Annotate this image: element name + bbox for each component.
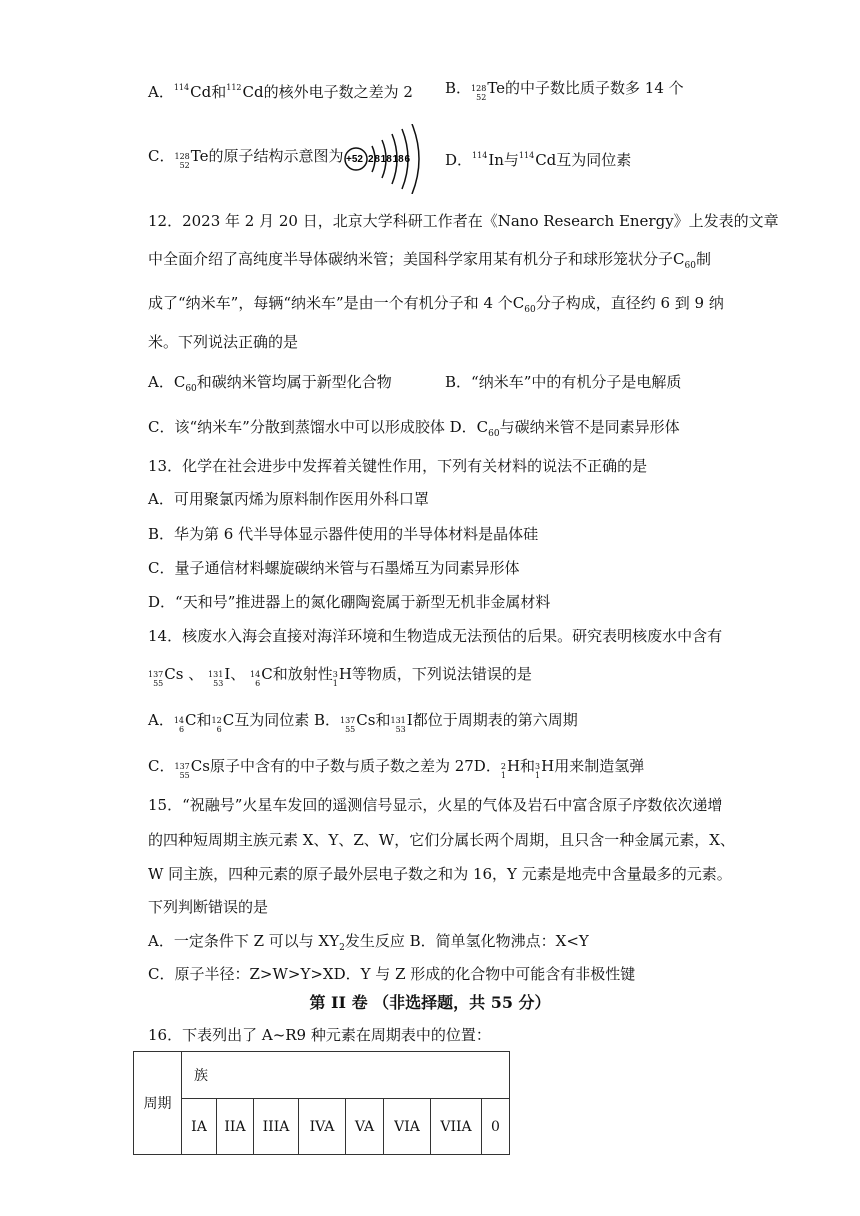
q14-stem-line-2: 137 55 Cs 、 131 53 I、 14 6 C和放射性 3 1 H等物质，下列说法错误的是 <box>148 665 532 688</box>
nucleus-charge: +52 <box>346 154 363 165</box>
group-cell: IVA <box>299 1099 346 1155</box>
q14-stem-line-1: 14．核废水入海会直接对海洋环境和生物造成无法预估的后果。研究表明核废水中含有 <box>148 627 723 645</box>
q11-option-c: C． 128 52 Te的原子结构示意图为 <box>148 147 344 170</box>
q13-option-c: C．量子通信材料螺旋碳纳米管与石墨烯互为同素异形体 <box>148 559 520 577</box>
q14-option-c-d: C． 137 55 Cs原子中含有的中子数与质子数之差为 27D． 2 1 H和 3 1 H用来制造氢弹 <box>148 757 645 780</box>
group-cell: VA <box>346 1099 384 1155</box>
q15-stem-line-1: 15．“祝融号”火星车发回的遥测信号显示，火星的气体及岩石中富含原子序数依次递增 <box>148 796 723 814</box>
group-cell: 0 <box>482 1099 510 1155</box>
section-title: 第 II 卷 （非选择题，共 55 分） <box>309 993 551 1012</box>
q12-option-a: A．$C_{60}$和碳纳米管均属于新型化合物 <box>148 373 392 394</box>
group-cell: IIA <box>217 1099 254 1155</box>
group-cell: VIIA <box>431 1099 482 1155</box>
q11-option-d: D．$^{114}$In与$^{114}$Cd互为同位素 <box>445 151 632 169</box>
q12-stem-line-2: 中全面介绍了高纯度半导体碳纳米管；美国科学家用某有机分子和球形笼状分子$C_{60}$制 <box>148 250 711 271</box>
electron-shells: 2 8 18 18 6 <box>368 154 411 165</box>
q15-option-a-b: A．一定条件下 Z 可以与 $XY_2$发生反应 B．简单氢化物沸点：X<Y <box>148 932 589 953</box>
q15-stem-line-4: 下列判断错误的是 <box>148 898 269 916</box>
q13-option-a: A．可用聚氯丙烯为原料制作医用外科口罩 <box>148 490 429 508</box>
q12-stem-line-1: 12．2023 年 2 月 20 日，北京大学科研工作者在《Nano Research Energy》上发表的文章 <box>148 212 779 230</box>
q13-option-d: D．“天和号”推进器上的氮化硼陶瓷属于新型无机非金属材料 <box>148 593 551 611</box>
group-header: 族 <box>182 1052 510 1099</box>
q16-stem: 16．下表列出了 A~R9 种元素在周期表中的位置： <box>148 1026 491 1044</box>
q13-stem: 13．化学在社会进步中发挥着关键性作用，下列有关材料的说法不正确的是 <box>148 457 648 475</box>
q15-option-c-d: C．原子半径：Z>W>Y>XD．Y 与 Z 形成的化合物中可能含有非极性键 <box>148 965 636 983</box>
q11-option-b: B． 128 52 Te的中子数比质子数多 14 个 <box>445 79 684 102</box>
q12-stem-line-3: 成了“纳米车”，每辆“纳米车”是由一个有机分子和 4 个$C_{60}$分子构成，直径约 6 到 9 纳 <box>148 294 724 315</box>
q12-option-b: B．“纳米车”中的有机分子是电解质 <box>445 373 682 391</box>
periodic-table-fragment <box>133 1051 510 1155</box>
q14-option-a-b: A． 14 6 C和 12 6 C互为同位素 B． 137 55 Cs和 131 53 I都位于周期表的第六周期 <box>148 711 578 734</box>
period-header: 周期 <box>134 1052 182 1155</box>
group-cell: VIA <box>384 1099 431 1155</box>
q15-stem-line-3: W 同主族，四种元素的原子最外层电子数之和为 16，Y 元素是地壳中含量最多的元素。 <box>148 865 732 883</box>
q12-stem-line-4: 米。下列说法正确的是 <box>148 333 299 351</box>
q12-option-c-d: C．该“纳米车”分散到蒸馏水中可以形成胶体 D．$C_{60}$与碳纳米管不是同素异形体 <box>148 418 680 439</box>
group-cell: IA <box>182 1099 217 1155</box>
q11-option-a: A．$^{114}$Cd和$^{112}$Cd的核外电子数之差为 2 <box>148 83 413 101</box>
atomic-structure-diagram <box>342 124 434 198</box>
group-cell: IIIA <box>254 1099 299 1155</box>
q15-stem-line-2: 的四种短周期主族元素 X、Y、Z、W，它们分属长两个周期，且只含一种金属元素，X、 <box>148 831 735 849</box>
q13-option-b: B．华为第 6 代半导体显示器件使用的半导体材料是晶体硅 <box>148 525 539 543</box>
